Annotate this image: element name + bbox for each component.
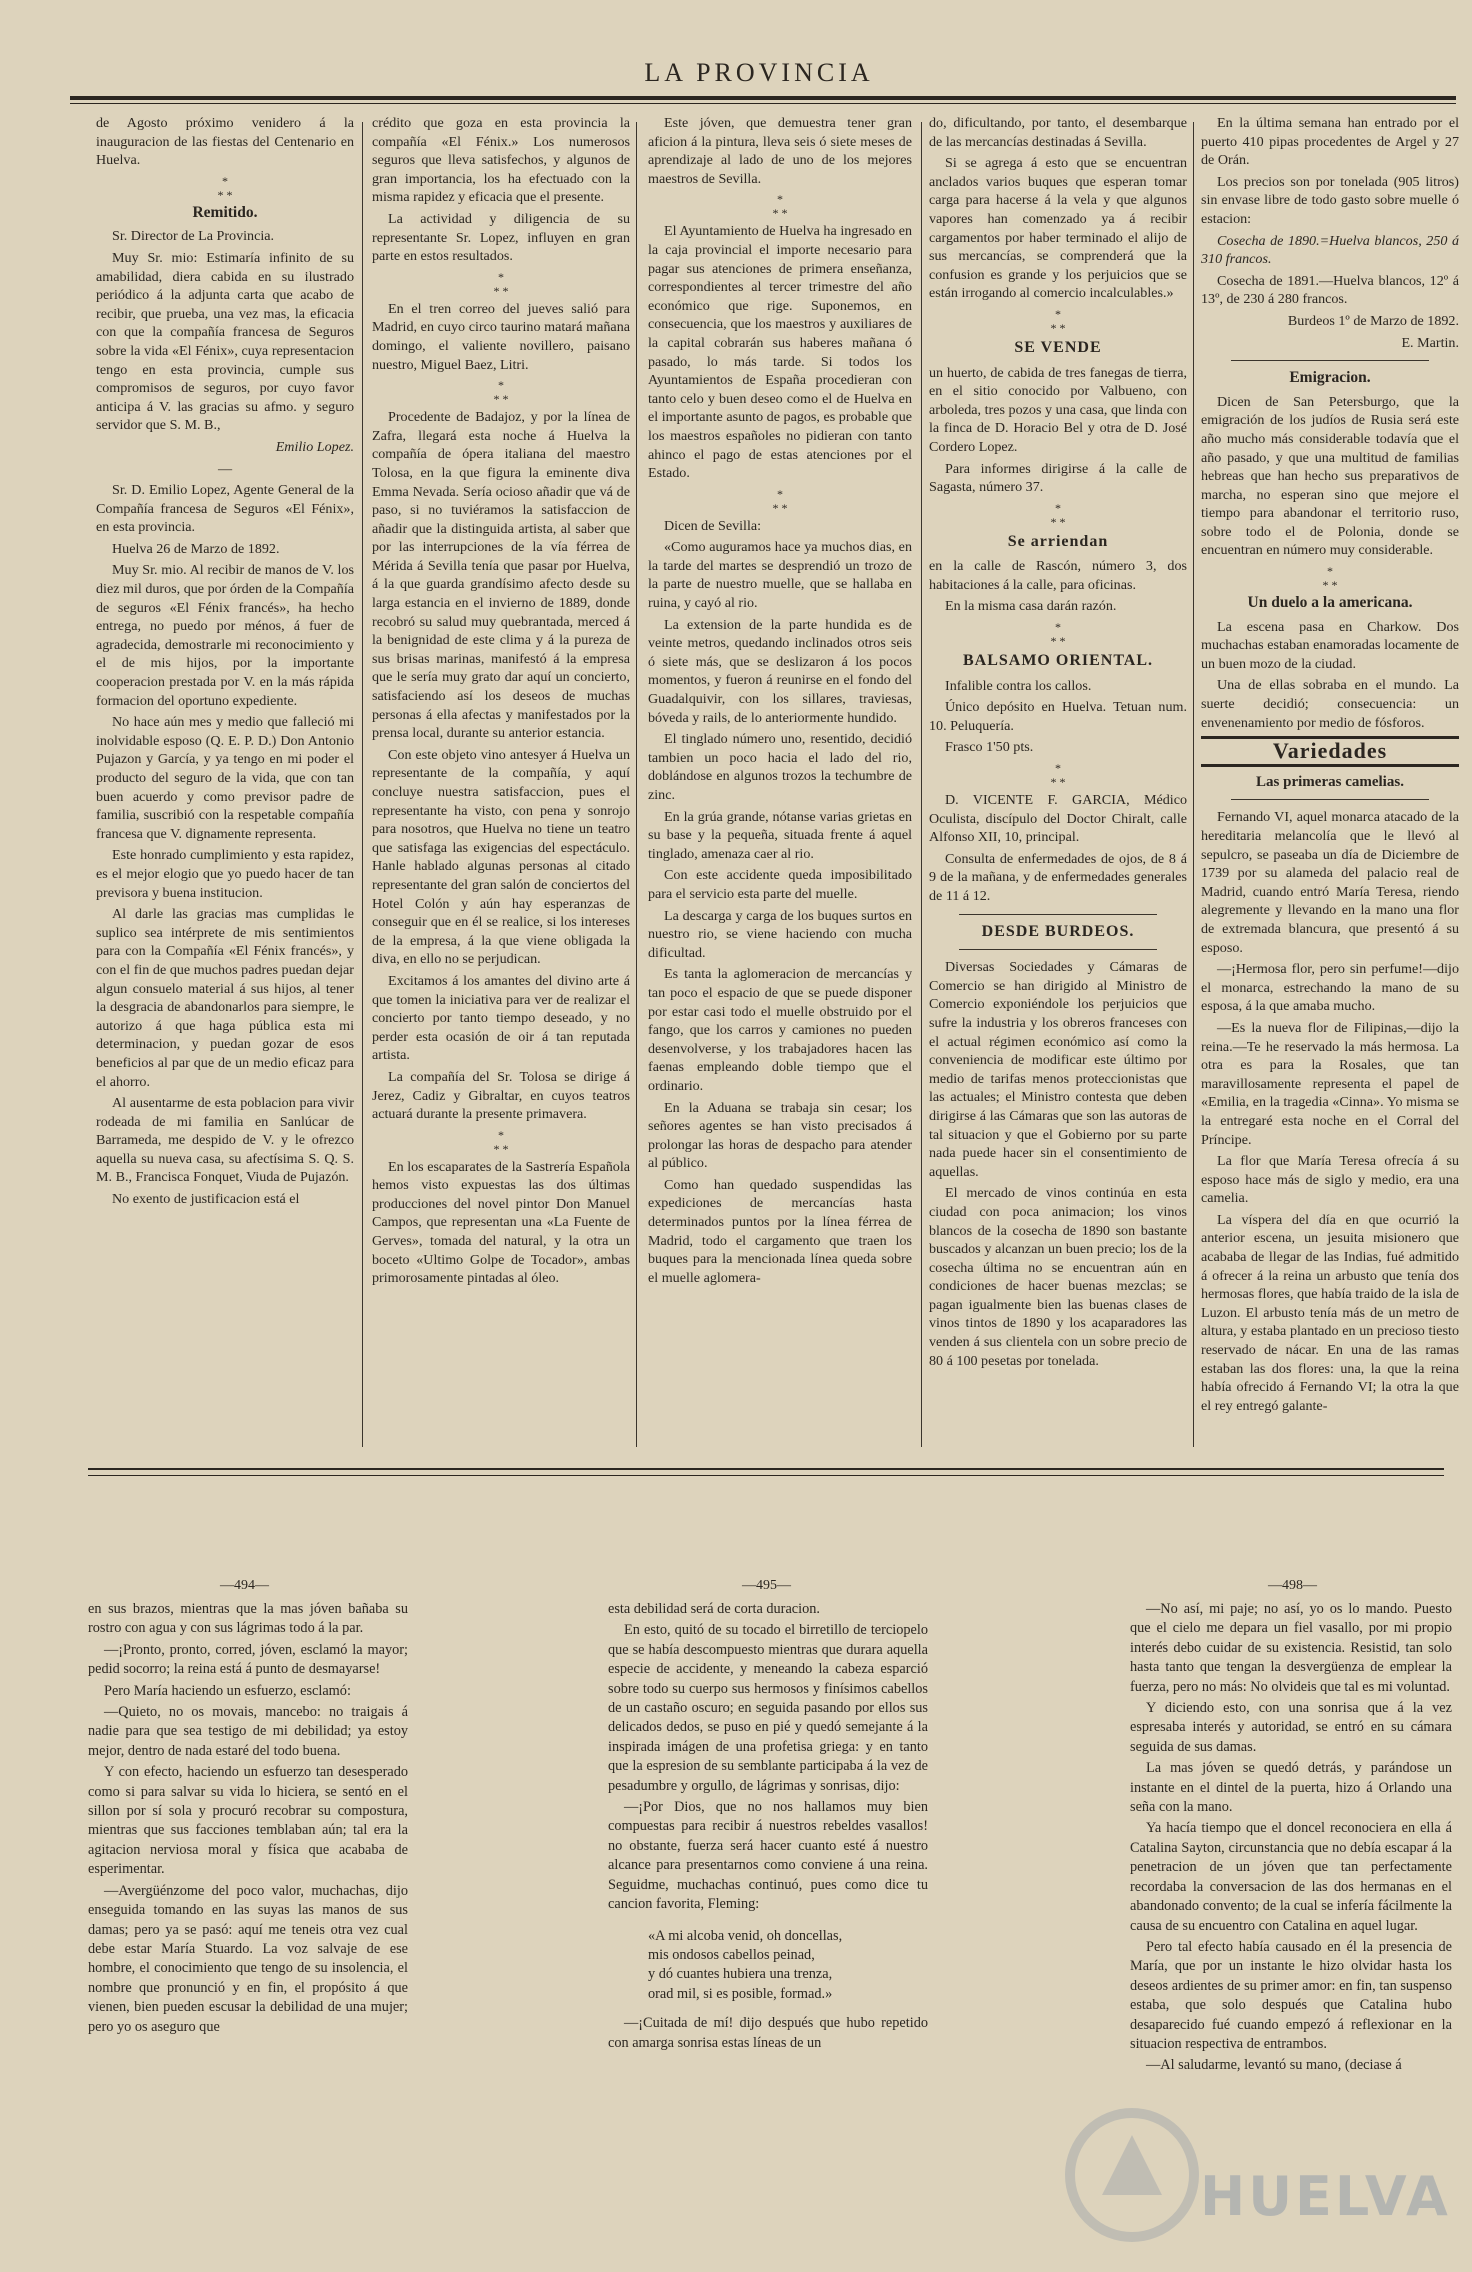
separator (959, 949, 1157, 950)
date-line: Huelva 26 de Marzo de 1892. (112, 540, 280, 557)
paragraph: Para informes dirigirse á la calle de Sagasta, número 37. (929, 460, 1187, 496)
separator (1231, 799, 1429, 800)
paragraph: Cosecha de 1890.=Huelva blancos, 250 á 310 francos. (1201, 232, 1459, 268)
paragraph: «Como auguramos hace ya muchos dias, en la tarde del martes se desprendió un trozo de la parte de nuestro muelle, que se hallaba en ruina, y cayó al rio. (648, 539, 912, 612)
masthead: LA PROVINCIA (644, 58, 874, 87)
paragraph: En la misma casa darán razón. (945, 598, 1117, 615)
column-4 (929, 114, 1187, 1444)
paragraph: Único depósito en Huelva. Tetuan num. 10. Peluquería. (929, 699, 1187, 734)
date-line: Burdeos 1º de Marzo de 1892. (1287, 312, 1459, 329)
paragraph: Los precios son por tonelada (905 litros) sin envase libre de todo gasto sobre muelle ó estacion: (1201, 173, 1459, 227)
paragraph: do, dificultando, por tanto, el desembarque de las mercancías destinadas á Sevilla. (929, 115, 1187, 150)
verse-line: «A mi alcoba venid, oh doncellas, (648, 1927, 843, 1944)
section-heading-camelias: Las primeras camelias. (1256, 773, 1404, 790)
paragraph: un huerto, de cabida de tres fanegas de tierra, en el sitio conocido por Valbueno, con arboleda, tres pozos y una casa, que linda con la finca de D. Horacio Bel y otra de D. José Cordero Lopez. (929, 364, 1187, 455)
paragraph: Este honrado cumplimiento y esta rapidez, es el mejor elogio que yo puedo hacer de tan previsora y buena institucion. (96, 847, 354, 901)
watermark-text: HUELVA (1200, 2165, 1451, 2228)
paragraph: La escena pasa en Charkow. Dos muchachas estaban enamoradas locamente de un buen mozo de la ciudad. (1201, 618, 1459, 672)
paragraph: La mas jóven se quedó detrás, y parándose un instante en el dintel de la puerta, hizo á Orlando una seña con la mano. (1130, 1760, 1452, 1816)
paragraph: Al darle las gracias mas cumplidas le suplico sea intérprete de mis sentimientos para con la Compañía «El Fénix francés», y con el fin de que muchos padres puedan dejar algun consuelo material á sus hijos, al tener la desgracia de abandonarlos para siempre, le autorizo á que haga pública esta mi determinacion, y puedan gozar de esos beneficios al par que de un medio eficaz para el ahorro. (96, 906, 354, 1090)
paragraph: —¡Por Dios, que no nos hallamos muy bien compuestas para recibir á nuestros rebeldes vasallos! no obstante, fuerza será hacer cuanto esté á nuestro alcance para presentarnos como conviene á una reina. Seguidme, muchachas continuó, pues como dice tu cancion favorita, Fleming: (608, 1799, 928, 1913)
paragraph: Una de ellas sobraba en el mundo. La suerte decidió; consecuencia: un envenenamiento por medio de fósforos. (1201, 677, 1459, 731)
folletin-column-1 (88, 1600, 408, 2240)
paragraph: En la Aduana se trabaja sin cesar; los señores agentes se han visto precisados á prolongar las horas de despacho para atender al público. (648, 1099, 912, 1172)
asterism: * * * (1322, 564, 1338, 593)
folletin-rule (88, 1468, 1444, 1470)
paragraph: Dicen de San Petersburgo, que la emigración de los judíos de Rusia será este año mucho más considerable todavía que el año pasado, y que una multitud de familias hebreas que han hecho sus preparativos de marcha, no esperan sino que mejore el tiempo para abandonar el territorio ruso, sobre todo el de Polonia, donde se encuentran en número muy considerable. (1201, 393, 1459, 559)
paragraph: —¡Pronto, pronto, corred, jóven, esclamó la mayor; pedid socorro; la reina está á punto de desmayarse! (88, 1641, 408, 1678)
paragraph: Procedente de Badajoz, y por la línea de Zafra, llegará esta noche á Huelva la compañía de ópera italiana del maestro Tolosa, en la que figura la eminente diva Emma Nevada. Sería ocioso añadir que vá de paso, si no tuviéramos la satisfaccion de añadir que la distinguida artista, al saber que por las interrupciones de la vía férrea de Mérida á Sevilla tenía que pasar por Huelva, á la que guarda grandísimo afecto desde su larga estancia en el invierno de 1889, donde recobró su salud muy quebrantada, merced á la benignidad de este clima y á la pureza de sus brisas marinas, manifestó á la empresa que le sería muy grato dar aquí un concierto, satisfaciendo así los deseos de muchas personas á ella afectas y manifestados por la prensa local, durante su anterior estancia. (372, 409, 630, 742)
folletin-page-number: —498— (1268, 1578, 1317, 1593)
paragraph: Muy Sr. mio: Estimaría infinito de su amabilidad, diera cabida en su ilustrado periódico á la adjunta carta que acabo de recibir, que prueba, una vez mas, la eficacia con que la compañía francesa de Seguros sobre la vida «El Fénix», cuya representacion tengo en esta provincia, cumple sus compromisos de seguros, por cuyo favor anticipa á V. las gracias su afmo. y seguro servidor que S. M. B., (96, 249, 354, 434)
paragraph: Pero tal efecto había causado en él la presencia de María, que por un instante le hizo olvidar hasta los deseos ardientes de su primer amor: en fin, tan suspenso estaba, que solo después que Catalina hubo desaparecido fué cuando empezó á reflexionar en la situacion respectiva de entrambos. (1130, 1938, 1452, 2052)
paragraph: El Ayuntamiento de Huelva ha ingresado en la caja provincial el importe necesario para pagar sus atenciones de primera enseñanza, correspondientes al tercer trimestre del año económico que rige. Suponemos, en consecuencia, que los maestros y auxiliares de la capital cobrarán sus haberes mañana ó pasado, lo más tarde. Si todos los Ayuntamientos de España procedieran con tanto celo y buen deseo como el de Huelva en el importante asunto de pagos, es probable que los maestros españoles no pidieran con tanto ahinco el pago de estas atenciones por el Estado. (648, 223, 912, 482)
paragraph: Frasco 1'50 pts. (945, 739, 1034, 756)
paragraph: Ya hacía tiempo que el doncel reconociera en ella á Catalina Sayton, circunstancia que no debía escapar á la penetracion de un jóven que tan perfectamente recordaba la conversacion de las dos hermanas en el abandonado convento; de la cual se infería fácilmente la causa de su encuentro con Catalina en aquel lugar. (1130, 1820, 1452, 1934)
paragraph: de Agosto próximo venidero á la inauguracion de las fiestas del Centenario en Huelva. (96, 115, 354, 169)
section-heading-duelo: Un duelo a la americana. (1247, 594, 1413, 612)
paragraph: Diversas Sociedades y Cámaras de Comercio se han dirigido al Ministro de Comercio exponiéndole los perjuicios que sufre la industria y los obreros franceses con el actual régimen económico así como la conveniencia de modificar este último por medio de tarifas menos proteccionistas que las actuales; el Ministro contesta que deben dirigirse á las Cámaras que son las autoras de tal situacion y que el Gobierno por su parte nada puede hacer sin el consentimiento de aquellas. (929, 959, 1187, 1180)
paragraph: Excitamos á los amantes del divino arte á que tomen la iniciativa para ver de realizar el concierto por tanto tiempo deseado, y no perder esta ocasión de oir á tan reputada artista. (372, 972, 630, 1064)
asterism: * * * (1050, 500, 1066, 529)
asterism: * * * (493, 269, 509, 298)
paragraph: Pero María haciendo un esfuerzo, esclamó: (104, 1682, 351, 1699)
paragraph: Infalible contra los callos. (945, 677, 1092, 694)
verse-line: orad mil, si es posible, formad.» (648, 1985, 833, 2002)
paragraph: Muy Sr. mio. Al recibir de manos de V. los diez mil duros, que por órden de la Compañía de seguros «El Fénix francés», ha hecho entrega, no puedo por ménos, á fuer de agradecida, demostrarle mi reconocimiento y el de mis hijos, por la importante cooperacion prestada por V. en la más rápida formacion del oportuno expediente. (96, 562, 354, 709)
paragraph: D. VICENTE F. GARCIA, Médico Oculista, discípulo del Doctor Chiralt, calle Alfonso XII, 10, principal. (929, 792, 1187, 846)
signature: E. Martin. (1401, 334, 1459, 351)
ad-heading-balsamo: BALSAMO ORIENTAL. (962, 652, 1154, 670)
paragraph: La flor que María Teresa ofrecía á su esposo hace más de siglo y medio, era una camelia. (1201, 1153, 1459, 1207)
paragraph: El tinglado número uno, resentido, decidió tambien un poco hacia el lado del rio, doblándose en algunos trozos la techumbre de zinc. (648, 731, 912, 803)
paragraph: —Quieto, no os movais, mancebo: no traigais á nadie para que sea testigo de mi debilidad; ya estoy mejor, dentro de nada estaré del todo buena. (88, 1704, 408, 1759)
asterism: * * * (1050, 620, 1066, 649)
masthead-rule (70, 96, 1456, 100)
paragraph: La extension de la parte hundida es de veinte metros, quedando inclinados otros seis ó siete más, que se deslizaron á los pocos momentos, y fueron á reunirse en el fondo del Guadalquivir, con los sillares, traviesas, bóveda y rails, de lo anteriormente hundido. (648, 616, 912, 726)
signature: Emilio Lopez. (275, 438, 354, 455)
paragraph: esta debilidad será de corta duracion. (608, 1601, 820, 1617)
paragraph: en la calle de Rascón, número 3, dos habitaciones á la calle, para oficinas. (929, 558, 1187, 593)
asterism: * * * (1050, 761, 1066, 790)
paragraph: Y diciendo esto, con una sonrisa que á la vez espresaba interés y autoridad, se entró en su cámara seguida de sus damas. (1130, 1700, 1452, 1755)
asterism: * * * (493, 1127, 509, 1156)
paragraph: Con este objeto vino antesyer á Huelva un representante de la compañía, y aquí concluye nuestra satisfaccion, pues el representante ha visto, con pena y sonrojo para nosotros, que Huelva no tiene un teatro que satisfaga las exigencias del espectáculo. Hanle hablado algunas personas al citado representante del gran salón de conciertos del Hotel Colón y aún hay esperanzas de conseguir que en él se realice, si los intereses de la empresa, á la que viene obligada la diva, en ello no se perjudican. (372, 746, 630, 968)
paragraph: La actividad y diligencia de su representante Sr. Lopez, influyen en gran parte en estos resultados. (372, 210, 630, 265)
paragraph: El mercado de vinos continúa en esta ciudad con poca animacion; los vinos blancos de la cosecha de 1890 son bastante buscados y alcanzan un buen precio; los de la cosecha última no se encuentran aún en condiciones de hacer buenas mezclas; se pagan igualmente bien las buenas clases de vinos tintos de 1890 y los acaparadores las venden á sus clientela con un sobre precio de 80 á 100 pesetas por tonelada. (929, 1185, 1187, 1369)
masthead-rule-thin (70, 103, 1456, 104)
paragraph: —¡Hermosa flor, pero sin perfume!—dijo el monarca, estrechando la mano de su esposa, á la que amaba mucho. (1201, 961, 1459, 1015)
separator (959, 914, 1157, 915)
paragraph: Cosecha de 1891.—Huelva blancos, 12º á 13º, de 230 á 280 francos. (1201, 272, 1459, 308)
asterism: * * * (772, 486, 788, 515)
folletin-page-number: —495— (742, 1578, 791, 1593)
section-heading-desde-burdeos: DESDE BURDEOS. (981, 922, 1135, 940)
ad-heading-se-arriendan: Se arriendan (1007, 532, 1109, 550)
paragraph: En los escaparates de la Sastrería Española hemos visto expuestas las dos últimas producciones del novel pintor Don Manuel Campos, que representan una «La Fuente de Gerves», tomada del natural, y la otra un boceto «Ultimo Golpe de Tocador», ambas primorosamente pintadas al óleo. (372, 1158, 630, 1287)
paragraph: Al ausentarme de esta poblacion para vivir rodeada de mi familia en Sanlúcar de Barrameda, me despido de V. y le ofrezco aquella su nueva casa, su afectísima S. Q. S. M. B., Francisca Fonquet, Viuda de Pujazón. (96, 1095, 354, 1186)
paragraph: En la última semana han entrado por el puerto 410 pipas procedentes de Argel y 27 de Orán. (1201, 115, 1459, 169)
paragraph: En la grúa grande, nótanse varias grietas en su base y la pequeña, situada frente á aquel tinglado, amenaza caer al rio. (648, 808, 912, 862)
paragraph: La descarga y carga de los buques surtos en nuestro rio, se viene haciendo con mucha dificultad. (648, 907, 912, 961)
paragraph: La víspera del día en que ocurrió la anterior escena, un jesuita misionero que acababa de llegar de las Indias, fué admitido á ofrecer á la reina un arbusto que tenía dos hermosas flores, que había traido de la isla de Luzon. El arbusto tenía más de un metro de altura, y estaba plantado en un precioso tiesto reservado de nácar. En una de las ramas estaban las dos flores: una, la que la reina había ofrecido á Fernando VI; la otra la que el rey entregó galante- (1201, 1211, 1459, 1414)
paragraph: En el tren correo del jueves salió para Madrid, en cuyo circo taurino matará mañana domingo, el valiente novillero, paisano nuestro, Miguel Baez, Litri. (372, 300, 630, 373)
paragraph: —Es la nueva flor de Filipinas,—dijo la reina.—Te he reservado la más hermosa. La otra es para la Rosales, que tan maravillosamente representa el papel de «Emilia, en la tragedia «Cinna». Yo misma se la entregaré esta noche en el Corral del Príncipe. (1201, 1019, 1459, 1148)
paragraph: Consulta de enfermedades de ojos, de 8 á 9 de la mañana, y de enfermedades generales de 11 á 12. (929, 850, 1187, 904)
column-1: de Agosto próximo venidero á la inauguracion de las fiestas del Centenario en Huelva. * * * Remitido. Sr. Director de La Provincia. Muy Sr. mio: Estimaría infinito de su amabilidad, diera cabida en su ilustrado periódico á la adjunta carta que acabo de recibir, que prueba, una vez mas, la eficacia con que la compañía francesa de Seguros sobre la vida «El Fénix», cuya representacion tengo en esta provincia, cumple sus compromisos de seguros, por cuyo favor anticipa á V. las gracias su afmo. y seguro servidor que S. M. B., Emilio Lopez. — Sr. D. Emilio Lopez, Agente General de la Compañía francesa de Seguros «El Fénix», en esta provincia. Huelva 26 de Marzo de 1892. Muy Sr. mio. Al recibir de manos de V. los diez mil duros, que por órden de la Compañía de seguros «El Fénix francés», ha hecho entrega, no puedo por ménos, á fuer de agradecida, demostrarle mi reconocimiento y el de mis hijos, por la importante cooperacion prestada por V. en la más rápida formacion del oportuno expediente. No hace aún mes y medio que falleció mi inolvidable esposo (Q. E. P. D.) Don Antonio Pujazon y García, y ya tengo en mi poder el producto del seguro de la vida, que con tan buen acuerdo y como previsor padre de familia, suscribió con la respetable compañía francesa que V. dignamente representa. Este honrado cumplimiento y esta rapidez, es el mejor elogio que yo puedo hacer de tan previsora y buena institucion. Al darle las gracias mas cumplidas le suplico sea intérprete de mis sentimientos para con la Compañía «El Fénix francés», y con el fin de que muchos padres puedan dejar algun consuelo material á sus hijos, al tener la desgracia de abandonarlos para siempre, le autorizo á que haga pública esta mi determinacion, y puedan gozar de esos beneficios al par que de un medio eficaz para el ahorro. Al ausentarme de esta poblacion para vivir rodeada de mi familia en Sanlúcar de Barrameda, me despido de V. y le ofrezco aquella su nueva casa, su afectísima S. Q. S. M. B., Francisca Fonquet, Viuda de Pujazón. No exento de justificacion está el (96, 115, 354, 1208)
folletin-rule-thin (88, 1475, 1444, 1476)
asterism: * * * (217, 173, 233, 202)
paragraph: crédito que goza en esta provincia la compañía «El Fénix.» Los numerosos seguros que lleva satisfechos, y algunos de gran importancia, los ha efectuado con la misma rapidez y eficacia que el presente. (372, 115, 630, 206)
paragraph: Este jóven, que demuestra tener gran aficion á la pintura, lleva seis ó siete meses de aprendizaje al lado de uno de los mejores maestros de Sevilla. (648, 115, 912, 187)
paragraph: Sr. D. Emilio Lopez, Agente General de la Compañía francesa de Seguros «El Fénix», en esta provincia. (96, 482, 354, 536)
paragraph: Es tanta la aglomeracion de mercancías y tan poco el espacio de que se puede disponer por estar casi todo el muelle obstruido por el fango, que los carros y camiones no pueden desenvolverse, y los trabajadores hacen las faenas empleando doble tiempo que el ordinario. (648, 966, 912, 1094)
asterism: * * * (1050, 306, 1066, 335)
paragraph: —No así, mi paje; no así, yo os lo mando. Puesto que el cielo me depara un fiel vasallo, por mi propio interés debo cuidar de su existencia. Resistid, tan solo hasta tanto que tengan la desvergüenza de emplear la fuerza, pero no más: No olvideis que tal es mi voluntad. (1130, 1601, 1452, 1695)
column-5 (1201, 114, 1459, 1444)
folletin-column-2 (608, 1600, 928, 2240)
paragraph: Como han quedado suspendidas las expediciones de mercancías hasta determinados puntos por la línea férrea de Madrid, todo el cargamento que traen los buques para la mencionada línea queda sobre el muelle aglomera- (648, 1176, 912, 1286)
column-2 (372, 114, 630, 1444)
paragraph: Fernando VI, aquel monarca atacado de la hereditaria melancolía que le llevó al sepulcro, se paseaba un día de Diciembre de 1739 por su alameda del palacio real de Madrid, cuando entró María Teresa, riendo alegremente y llevando en la mano una flor de extremada blancura, que presentó á su esposo. (1201, 809, 1459, 956)
asterism: * * * (493, 378, 509, 407)
paragraph: Con este accidente queda imposibilitado para el servicio esta parte del muelle. (648, 867, 912, 902)
verse-line: y dó cuantes hubiera una trenza, (648, 1966, 833, 1983)
paragraph: —Al saludarme, levantó su mano, (deciase á (1146, 2057, 1402, 2074)
folletin-page-number: —494— (220, 1578, 269, 1593)
paragraph: En esto, quitó de su tocado el birretillo de terciopelo que se había descompuesto mientras que durara aquella especie de accidente, y meneando la cabeza esparció sobre todo su cuerpo sus hermosos y finísimos cabellos de un castaño oscuro; en seguida pasando por ellos sus delicados dedos, se puso en pié y quedó semejante á la inspirada imágen de una profetisa griega: y en tanto que la espresion de su semblante participaba á la vez de pesadumbre y orgullo, de lágrimas y sonrisas, dijo: (608, 1622, 928, 1794)
paragraph: Y con efecto, haciendo un esfuerzo tan desesperado como si para salvar su vida lo hiciera, se sentó en el sillon por sí sola y procuró recobrar su compostura, mientras que sus facciones temblaban aún; tal era la agitacion nerviosa moral y física que acababa de esperimentar. (88, 1764, 408, 1878)
variedades-banner: Variedades (1201, 736, 1459, 767)
section-heading-remitido: Remitido. (192, 203, 258, 221)
separator (1231, 360, 1429, 361)
paragraph: Si se agrega á esto que se encuentran anclados varios buques que esperan tomar carga para hacerse á la vela y que algunos vapores han comenzado ya á recibir cargamentos por haber terminado el alijo de sus mercancías, se comprenderá que la confusion es grande y los perjuicios que se están irrogando al comercio incalculables.» (929, 155, 1187, 302)
paragraph: Dicen de Sevilla: (664, 517, 762, 534)
paragraph: Sr. Director de La Provincia. (112, 228, 275, 245)
asterism: * * * (772, 192, 788, 221)
paragraph: No hace aún mes y medio que falleció mi inolvidable esposo (Q. E. P. D.) Don Antonio Pujazon y García, y ya tengo en mi poder el producto del seguro de la vida, que con tan buen acuerdo y como previsor padre de familia, suscribió con la respetable compañía francesa que V. dignamente representa. (96, 714, 354, 842)
paragraph: La compañía del Sr. Tolosa se dirige á Jerez, Cadiz y Gibraltar, en cuyos teatros actuará durante la presente primavera. (372, 1068, 630, 1123)
section-heading-emigracion: Emigracion. (1289, 369, 1371, 387)
column-3 (648, 114, 912, 1444)
ad-heading-se-vende: SE VENDE (1014, 338, 1102, 356)
paragraph: —¡Cuitada de mí! dijo después que hubo repetido con amarga sonrisa estas líneas de un (608, 2015, 928, 2051)
verse-line: mis ondosos cabellos peinad, (648, 1946, 815, 1963)
paragraph: en sus brazos, mientras que la mas jóven bañaba su rostro con agua y con sus lágrimas todo á la par. (88, 1601, 408, 1637)
paragraph: —Avergüénzome del poco valor, muchachas, dijo enseguida tomando en las suyas las manos de sus damas; pero ya se pasó: aquí me teneis otra vez cual debe estar María Stuardo. La voz salvaje de ese hombre, el conocimiento que tengo de su insolencia, el nombre que pronunció y en fin, el propósito á que vienen, bien pueden escusar la debilidad de una mujer; pero yo os aseguro que (88, 1882, 408, 2035)
paragraph: No exento de justificacion está el (112, 1191, 300, 1208)
